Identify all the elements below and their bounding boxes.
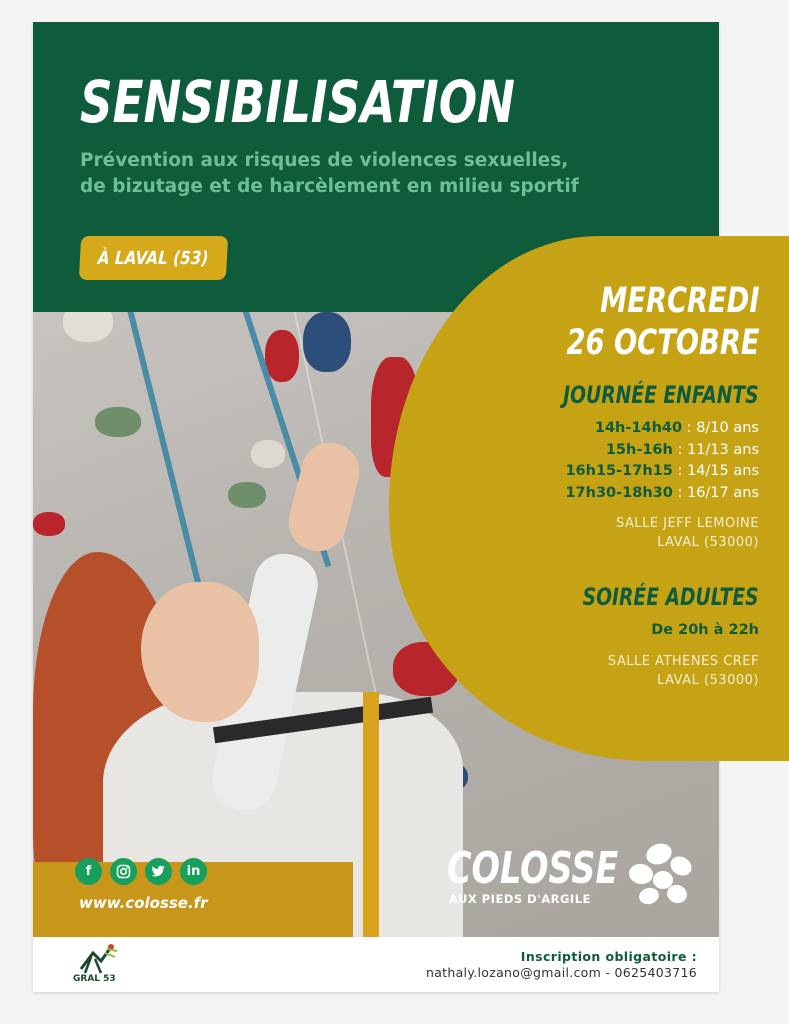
poster-subtitle	[80, 148, 700, 200]
climbing-rope	[125, 301, 203, 594]
adults-title: SOIRÉE ADULTES	[583, 583, 759, 611]
facebook-icon[interactable]: f	[75, 858, 102, 885]
colosse-logo-mark-icon	[627, 842, 697, 906]
schedule-row: 15h-16h : 11/13 ans	[605, 441, 759, 458]
subtitle-line: de bizutage et de harcèlement en milieu sportif	[80, 176, 579, 197]
venue-city: LAVAL (53000)	[657, 535, 759, 550]
climbing-hold	[303, 312, 351, 372]
children-schedule	[565, 418, 759, 504]
adults-venue	[608, 652, 759, 690]
climbing-hold	[228, 482, 266, 508]
event-date-text: 26 OCTOBRE	[565, 323, 759, 363]
event-day: MERCREDI	[599, 281, 759, 321]
location-badge	[79, 236, 228, 280]
session-time: 15h-16h	[605, 441, 673, 458]
colosse-logo-tagline: AUX PIEDS D'ARGILE	[449, 892, 591, 906]
session-ages: 16/17 ans	[686, 484, 759, 501]
session-time: 17h30-18h30	[565, 484, 673, 501]
climbing-hold	[265, 330, 299, 382]
venue-city: LAVAL (53000)	[657, 673, 759, 688]
registration-note: Inscription obligatoire :	[520, 949, 697, 964]
children-venue	[616, 514, 759, 552]
website-link[interactable]: www.colosse.fr	[79, 894, 208, 912]
subtitle-line: Prévention aux risques de violences sexuelles,	[80, 150, 569, 171]
location-label: À LAVAL (53)	[97, 247, 210, 269]
social-links	[75, 858, 207, 885]
adults-section	[533, 582, 759, 612]
adults-time: De 20h à 22h	[651, 622, 759, 638]
climbing-hold	[251, 440, 285, 468]
children-title: JOURNÉE ENFANTS	[563, 381, 759, 409]
girl-face	[141, 582, 259, 722]
footer	[33, 937, 719, 992]
session-time: 14h-14h40	[594, 420, 683, 436]
linkedin-icon[interactable]: in	[180, 858, 207, 885]
twitter-icon[interactable]	[145, 858, 172, 885]
contact-info[interactable]: nathaly.lozano@gmail.com - 0625403716	[425, 965, 697, 980]
adults-time-block	[651, 622, 759, 638]
instagram-icon[interactable]	[110, 858, 137, 885]
event-date	[512, 280, 760, 364]
gral-logo-text: GRAL 53	[73, 974, 116, 984]
harness-strap	[363, 692, 379, 942]
session-ages: 14/15 ans	[686, 463, 759, 479]
session-ages: 8/10 ans	[696, 420, 759, 436]
poster	[33, 22, 759, 992]
climbing-hold	[33, 512, 65, 536]
session-time: 16h15-17h15	[565, 463, 673, 479]
climbing-hold	[95, 407, 141, 437]
poster-title: SENSIBILISATION	[80, 68, 516, 136]
schedule-row: 17h30-18h30 : 16/17 ans	[565, 484, 759, 501]
colosse-logo-name: COLOSSE	[447, 843, 619, 894]
venue-name: SALLE ATHENES CREF	[607, 654, 759, 669]
schedule-row: 14h-14h40 : 8/10 ans	[594, 420, 759, 436]
venue-name: SALLE JEFF LEMOINE	[615, 516, 759, 531]
children-section	[508, 380, 759, 410]
session-ages: 11/13 ans	[686, 441, 759, 458]
schedule-row: 16h15-17h15 : 14/15 ans	[565, 463, 759, 479]
